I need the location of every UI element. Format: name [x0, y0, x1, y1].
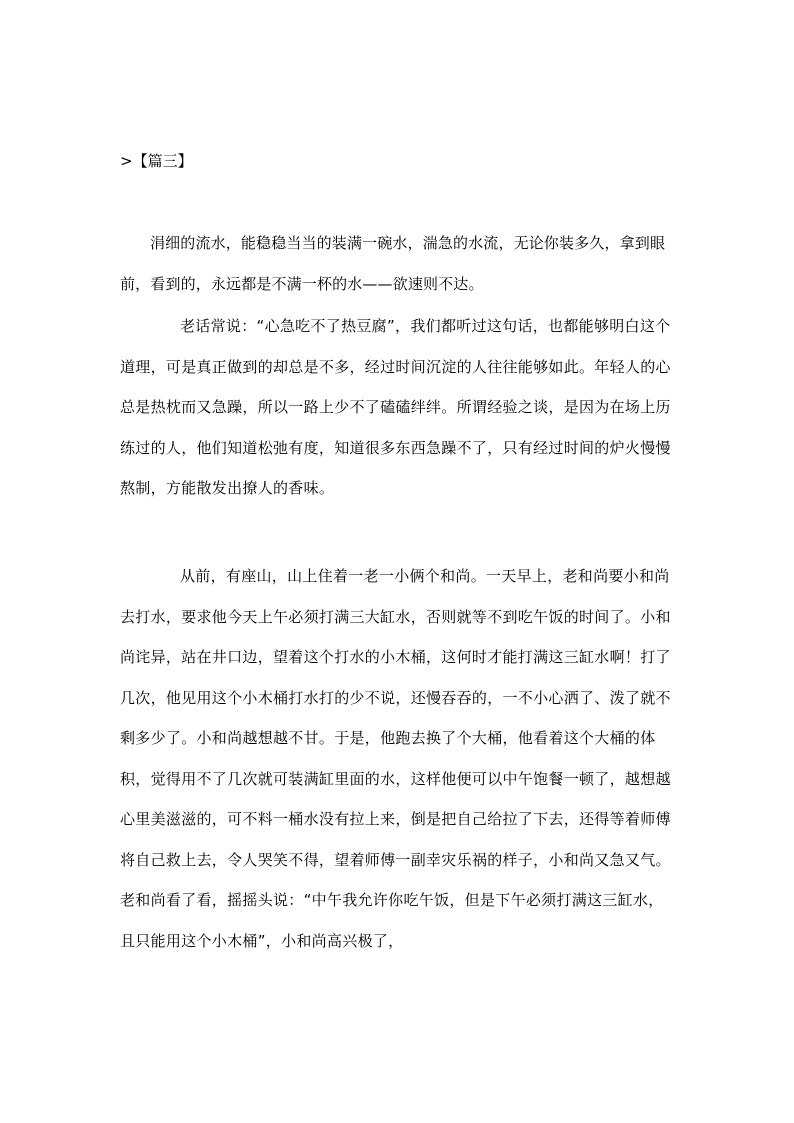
paragraph-text: 从前，有座山，山上住着一老一小俩个和尚。一天早上，老和尚要小和尚去打水，要求他今天上午必须打满三大缸水，否则就等不到吃午饭的时间了。小和尚诧异，站在井口边，望着这个打水的小木桶，这何时才能打满这三缸水啊！打了几次，他见用这个小木桶打水打的少不说，还慢吞吞的，一不小心洒了、泼了就不剩多少了。小和尚越想越不甘。于是，他跑去换了个大桶，他看着这个大桶的体积，觉得用不了几次就可装满缸里面的水，这样他便可以中午饱餐一顿了，越想越心里美滋滋的，可不料一桶水没有拉上来，倒是把自己给拉了下去，还得等着师傅将自己救上去，令人哭笑不得，望着师傅一副幸灾乐祸的样子，小和尚又急又气。老和尚看了看，摇摇头说：“中午我允许你吃午饭，但是下午必须打满这三缸水，且只能用这个小木桶”，小和尚高兴极了， [120, 567, 671, 950]
paragraph [120, 223, 674, 304]
paragraph [120, 306, 674, 509]
section-heading: >【篇三】 [120, 152, 193, 170]
paragraph-text: 涓细的流水，能稳稳当当的装满一碗水，湍急的水流，无论你装多久，拿到眼前，看到的，永远都是不满一杯的水——欲速则不达。 [120, 234, 666, 293]
paragraph-text: 老话常说：“心急吃不了热豆腐”，我们都听过这句话，也都能够明白这个道理，可是真正做到的却总是不多，经过时间沉淀的人往往能够如此。年轻人的心总是热枕而又急躁，所以一路上少不了磕磕绊绊。所谓经验之谈，是因为在场上历练过的人，他们知道松弛有度，知道很多东西急躁不了，只有经过时间的炉火慢慢熬制，方能散发出撩人的香味。 [120, 317, 671, 497]
paragraph [120, 556, 674, 961]
